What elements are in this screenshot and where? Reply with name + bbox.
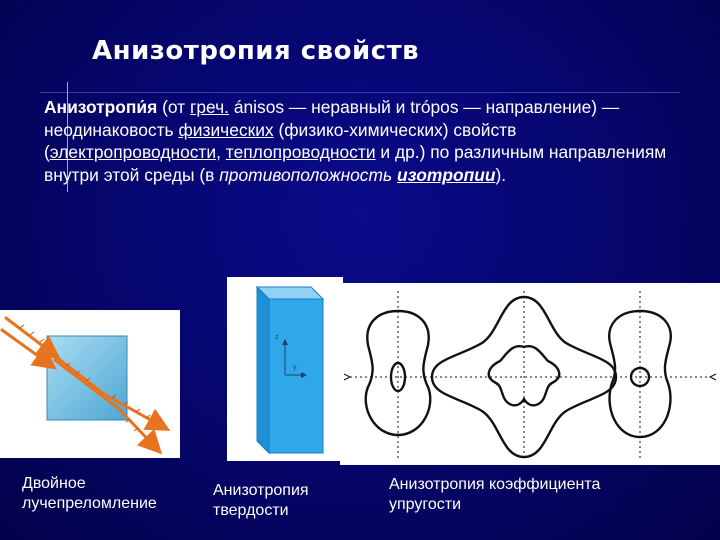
slide-title: Анизотропия свойств <box>92 36 420 66</box>
definition-paragraph <box>44 96 674 186</box>
caption-birefringence: Двойное лучепреломление <box>22 475 157 512</box>
text-fragment: (от <box>157 97 190 117</box>
hardness-figure <box>227 277 343 461</box>
decorative-horizontal-line <box>40 92 680 93</box>
elasticity-curve-2-inner <box>489 346 559 405</box>
axis-y-label: y <box>293 364 297 371</box>
text-fragment: и др.) по различным направлениям внутри этой среды (в <box>44 142 667 185</box>
elasticity-curve-3-outer <box>609 311 671 437</box>
text-fragment: (физико-химических) свойств ( <box>44 119 517 162</box>
link-greek[interactable]: греч. <box>189 97 229 117</box>
caption-elasticity: Анизотропия коэффициента упругости <box>389 476 601 513</box>
elasticity-figure <box>340 283 720 465</box>
prism-front-face <box>269 299 323 453</box>
text-fragment: , <box>216 142 226 162</box>
link-isotropy[interactable]: изотропии <box>396 164 496 185</box>
birefringence-figure <box>0 310 180 458</box>
axis-z-label: z <box>275 334 279 341</box>
link-electroconductivity[interactable]: электропроводности <box>49 142 217 162</box>
term-anisotropy: Анизотропи́я <box>44 97 158 117</box>
italic-contrast: противоположность <box>219 164 393 185</box>
text-fragment: ánisos — неравный и trópos — направление) — неодинаковость <box>44 97 620 140</box>
elasticity-diagrams <box>340 283 720 465</box>
text-fragment: ). <box>495 164 507 185</box>
birefringence-illustration <box>0 310 180 458</box>
link-physical[interactable]: физических <box>178 119 274 140</box>
prism-left-face <box>257 287 269 453</box>
link-thermal-conductivity[interactable]: теплопроводности <box>225 142 376 162</box>
caption-hardness: Анизотропия твердости <box>213 482 309 519</box>
crystal-prism-illustration <box>227 277 343 461</box>
